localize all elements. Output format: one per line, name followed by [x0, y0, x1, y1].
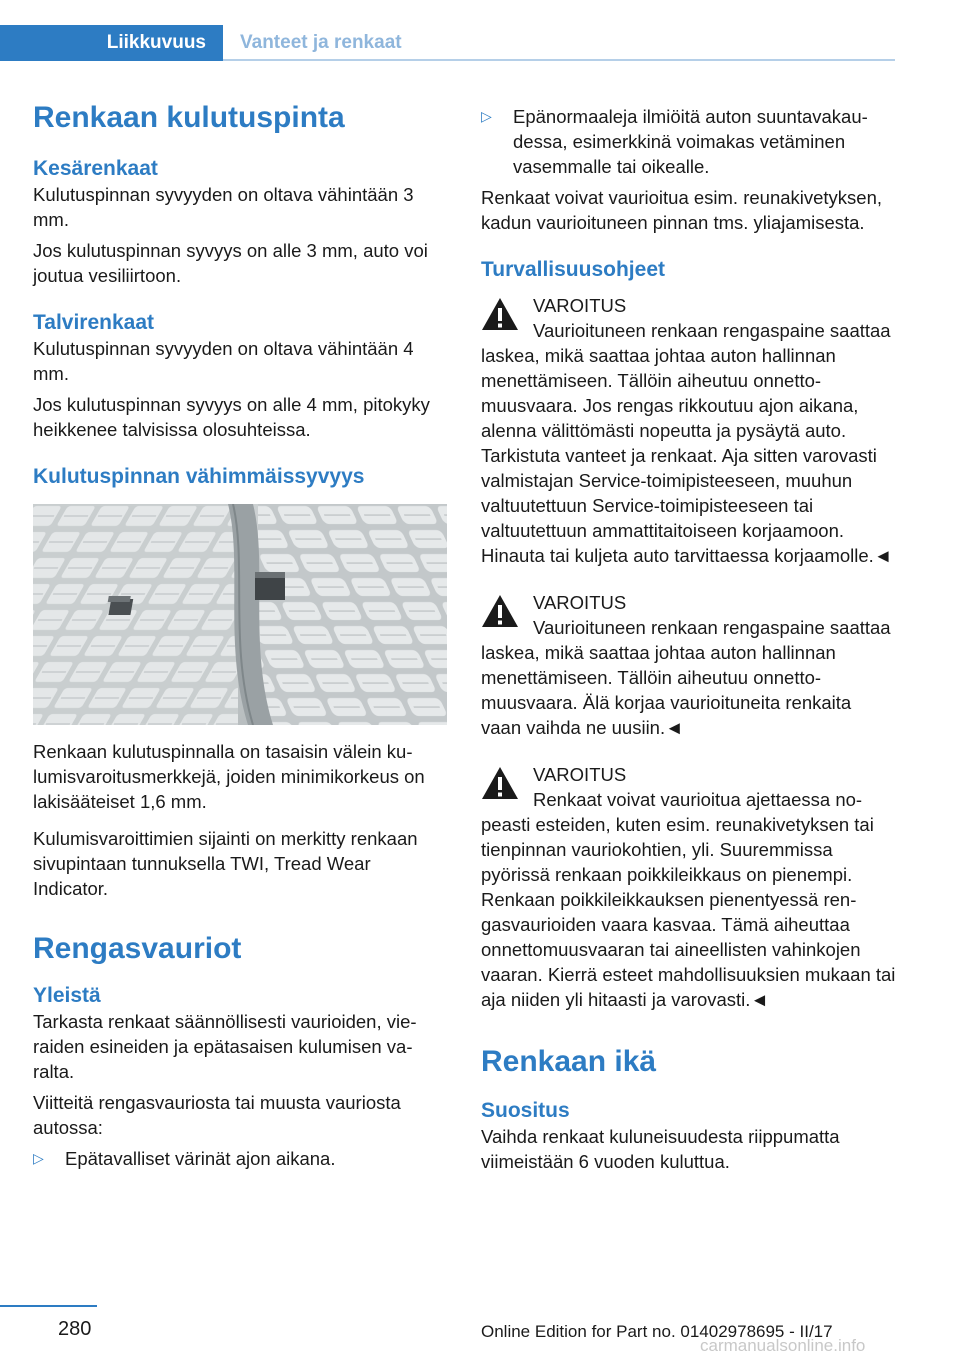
warning-text: Renkaat voivat vaurioitua ajettaessa nopeasti esteiden, kuten esim. reunakivetyksen tai tienpinnan vauriokohtien, yli. Suuremmissa pyörissä renkaan poikkileikkaus on pienempi. Renkaan poikkileikkauksen pienentyessä rengasvaurioiden vaara kasvaa. Tämä aiheuttaa onnettomuusvaaran tai aineellisten vahinkojen vaaran. Kierrä esteet mahdollisuuksien mukaan tai aja niiden yli hitaasti ja varovasti.◄ [481, 789, 896, 1010]
warning-block [481, 293, 896, 568]
edition-info: Online Edition for Part no. 01402978695 - II/17 [481, 1322, 833, 1341]
general-text-1: Tarkasta renkaat säännöllisesti vaurioiden, vieraiden esineiden ja epätasaisen kulumisen varalta. [33, 1011, 417, 1082]
left-column [33, 100, 447, 1171]
tab-vanteet-ja-renkaat[interactable] [240, 25, 402, 61]
footer-rule [0, 1305, 97, 1307]
min-depth-text-2: Kulumisvaroittimien sijainti on merkitty renkaan sivupintaan tunnuksella TWI, Tread Wear Indicator. [33, 828, 418, 899]
list-item [481, 104, 896, 179]
page-number: 280 [58, 1318, 92, 1340]
warning-title: VAROITUS [533, 295, 627, 316]
tread-wear-indicator-image [33, 504, 447, 725]
general-text-2: Viitteitä rengasvauriosta tai muusta vauriosta autossa: [33, 1092, 401, 1138]
warning-block [481, 762, 896, 1012]
bullet-text-stability: Epänormaaleja ilmiöitä auton suuntavakaudessa, esimerkkinä voimakas vetäminen vasemmalle tai oikealle. [513, 106, 868, 177]
section-title-tread: Renkaan kulutuspinta [33, 101, 345, 134]
header-rule [223, 59, 895, 61]
section-title-tyre-damage: Rengasvauriot [33, 932, 242, 965]
triangle-bullet-icon: ▷ [481, 108, 492, 124]
watermark: carmanualsonline.info [700, 1336, 866, 1355]
heading-general: Yleistä [33, 984, 101, 1007]
bullet-text-vibration: Epätavalliset värinät ajon aikana. [65, 1148, 336, 1169]
tab-liikkuvuus[interactable] [0, 25, 223, 61]
right-column [481, 104, 896, 1174]
summer-text-2: Jos kulutuspinnan syvyys on alle 3 mm, auto voi joutua vesiliirtoon. [33, 240, 428, 286]
warning-triangle-icon [481, 297, 519, 331]
header-tabbar [0, 25, 895, 61]
heading-summer-tyres: Kesärenkaat [33, 157, 158, 180]
warning-block [481, 590, 896, 740]
heading-min-tread-depth: Kulutuspinnan vähimmäissyvyys [33, 465, 365, 488]
warning-triangle-icon [481, 594, 519, 628]
heading-recommendation: Suositus [481, 1099, 570, 1122]
winter-text-1: Kulutuspinnan syvyyden on oltava vähintään 4 mm. [33, 338, 414, 384]
tab-active-label: Liikkuvuus [106, 32, 206, 53]
heading-winter-tyres: Talvirenkaat [33, 311, 155, 334]
list-item [33, 1146, 447, 1171]
warning-text: Vaurioituneen renkaan rengaspaine saattaa laskea, mikä saattaa johtaa auton hallinnan menettämiseen. Tällöin aiheutuu onnettomuusvaara. Älä korjaa vaurioituneita renkaita vaan vaihda ne uusiin.◄ [481, 617, 891, 738]
damage-cause-text: Renkaat voivat vaurioitua esim. reunakivetyksen, kadun vaurioituneen pinnan tms. yliajamisesta. [481, 187, 883, 233]
tab-inactive-label: Vanteet ja renkaat [240, 32, 402, 53]
winter-text-2: Jos kulutuspinnan syvyys on alle 4 mm, pitokyky heikkenee talvisissa olosuhteissa. [33, 394, 430, 440]
warning-title: VAROITUS [533, 592, 627, 613]
heading-safety-notes: Turvallisuusohjeet [481, 258, 665, 281]
recommendation-text: Vaihda renkaat kuluneisuudesta riippumatta viimeistään 6 vuoden kuluttua. [481, 1126, 840, 1172]
warning-text: Vaurioituneen renkaan rengaspaine saattaa laskea, mikä saattaa johtaa auton hallinnan menettämiseen. Tällöin aiheutuu onnettomuusvaara. Jos rengas rikkoutuu ajon aikana, alenna välittömästi nopeutta ja pysäytä auto. Tarkistuta vanteet ja renkaat. Aja sitten varovasti valmistajan Service-toimipisteeseen, muuhun valtuutettuun Service-toimipisteeseen tai valtuutettuun ammattitaitoiseen korjaamoon. Hinauta tai kuljeta auto tarvittaessa korjaamolle.◄ [481, 320, 893, 566]
summer-text-1: Kulutuspinnan syvyyden on oltava vähintään 3 mm. [33, 184, 414, 230]
section-title-tyre-age: Renkaan ikä [481, 1045, 657, 1078]
warning-triangle-icon [481, 766, 519, 800]
triangle-bullet-icon: ▷ [33, 1150, 44, 1166]
min-depth-text-1: Renkaan kulutuspinnalla on tasaisin välein kulumisvaroitusmerkkejä, joiden minimikorkeus on lakisääteiset 1,6 mm. [33, 741, 425, 812]
warning-title: VAROITUS [533, 764, 627, 785]
